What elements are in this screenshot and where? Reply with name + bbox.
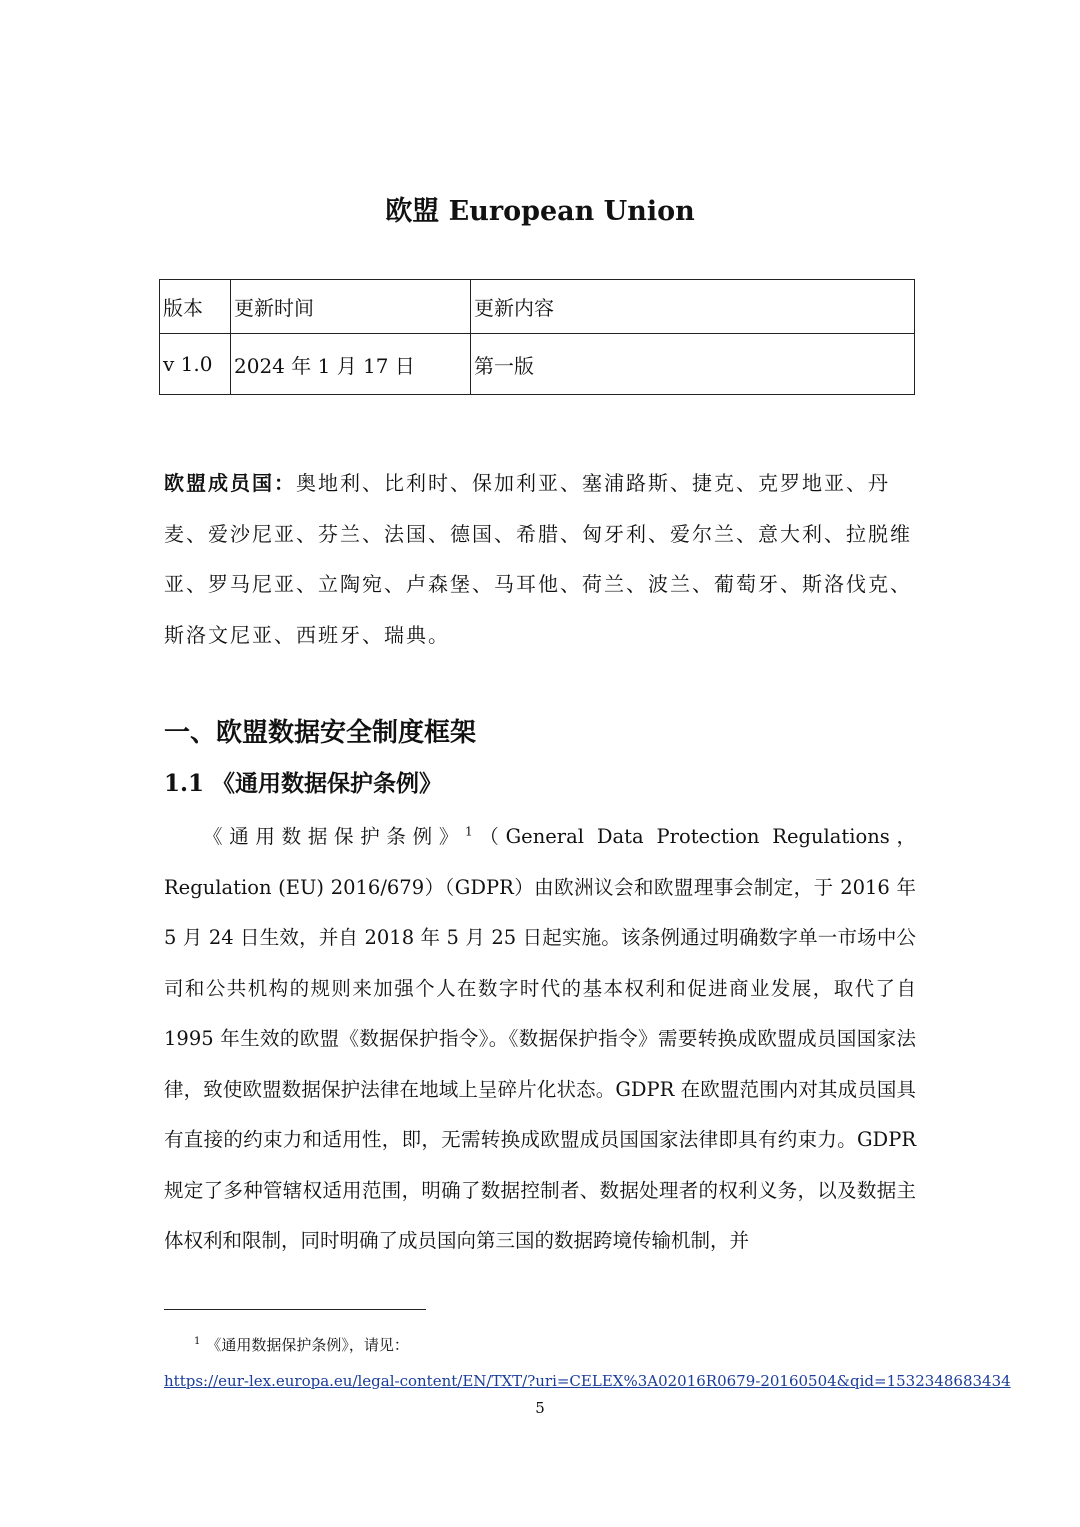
page-number: 5 [535, 1399, 545, 1417]
table-row [160, 334, 915, 395]
table-cell: 2024 年 1 月 17 日 [231, 334, 471, 395]
body-text [164, 812, 916, 1267]
paragraph-text: （General Data Protection Regulations，Regulation (EU) 2016/679）（GDPR）由欧洲议会和欧盟理事会制定，于 2016 年 5 月 24 日生效，并自 2018 年 5 月 25 日起实施。该条例通过明确数字单一市场中公司和公共机构的规则来加强个人在数字时代的基本权利和促进商业发展，取代了自 1995 年生效的欧盟《数据保护指令》。《数据保护指令》需要转换成欧盟成员国国家法律，致使欧盟数据保护法律在地域上呈碎片化状态。GDPR 在欧盟范围内对其成员国具有直接的约束力和适用性，即，无需转换成欧盟成员国国家法律即具有约束力。GDPR 规定了多种管辖权适用范围，明确了数据控制者、数据处理者的权利义务，以及数据主体权利和限制，同时明确了成员国向第三国的数据跨境传输机制，并 [164, 825, 916, 1252]
table-header-cell: 更新时间 [231, 280, 471, 334]
table-header-cell: 更新内容 [471, 280, 915, 334]
member-states-paragraph [164, 458, 916, 660]
table-header-row [160, 280, 915, 334]
footnote-text: 《通用数据保护条例》，请见： [206, 1336, 409, 1354]
footnote-divider [164, 1309, 426, 1310]
document-title: 欧盟 European Union [385, 196, 695, 227]
section-heading: 一、欧盟数据安全制度框架 [164, 718, 477, 748]
footnote-label [194, 1334, 409, 1356]
version-table [159, 279, 915, 395]
gdpr-paragraph [164, 812, 916, 1267]
footnote-number: 1 [194, 1336, 201, 1347]
footnote-reference[interactable]: 1 [465, 824, 473, 839]
table-header-cell: 版本 [160, 280, 231, 334]
member-states-label: 欧盟成员国： [164, 471, 296, 495]
subsection-heading: 1.1 《通用数据保护条例》 [164, 770, 443, 797]
member-states-list: 奥地利、比利时、保加利亚、塞浦路斯、捷克、克罗地亚、丹麦、爱沙尼亚、芬兰、法国、德国、希腊、匈牙利、爱尔兰、意大利、拉脱维亚、罗马尼亚、立陶宛、卢森堡、马耳他、荷兰、波兰、葡萄牙、斯洛伐克、斯洛文尼亚、西班牙、瑞典。 [164, 471, 912, 647]
table-cell: v 1.0 [160, 334, 231, 395]
footnote-link[interactable]: https://eur-lex.europa.eu/legal-content/EN/TXT/?uri=CELEX%3A02016R0679-20160504&qid=1532348683434 [164, 1372, 1011, 1390]
table-cell: 第一版 [471, 334, 915, 395]
paragraph-lead: 《通用数据保护条例》 [203, 825, 466, 848]
